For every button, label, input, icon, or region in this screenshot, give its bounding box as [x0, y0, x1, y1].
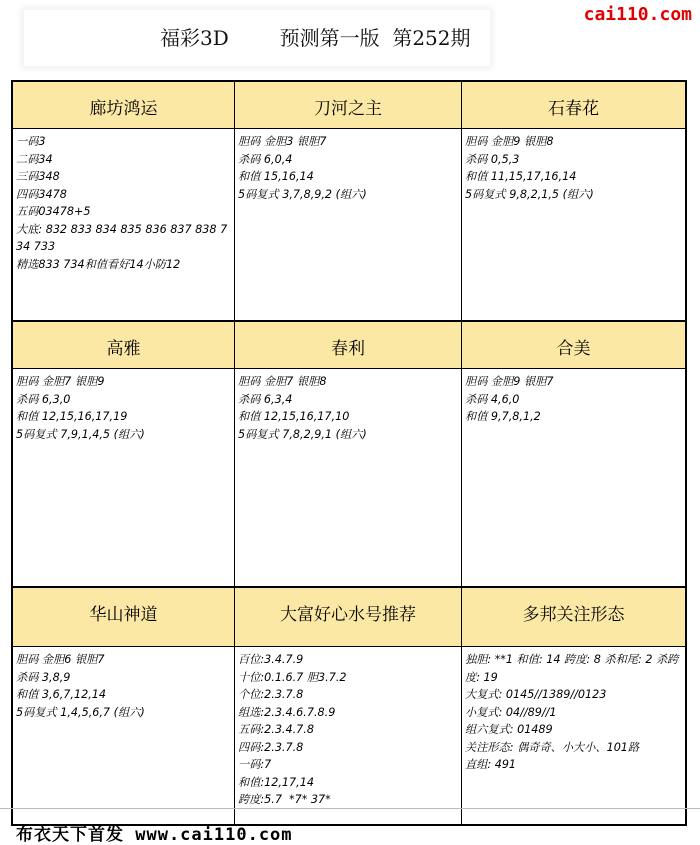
- prediction-line: 十位:0.1.6.7 胆3.7.2: [238, 670, 347, 684]
- prediction-line: 组选:2.3.4.6.7.8.9: [238, 705, 336, 719]
- prediction-line: 直组: 491: [465, 758, 517, 771]
- prediction-line: 胆码 金胆9 银胆7: [465, 375, 554, 388]
- footer-divider: [0, 808, 700, 809]
- prediction-line: 二码34: [16, 152, 53, 166]
- prediction-line: 胆码 金胆7 银胆8: [238, 375, 327, 388]
- prediction-line: 独胆: **1 和值: 14 跨度: 8 杀和尾: 2 杀跨度: 19: [465, 653, 679, 684]
- prediction-line: 杀码 6,3,4: [238, 392, 293, 406]
- prediction-line: 和值 3,6,7,12,14: [16, 688, 106, 701]
- prediction-line: 精选833 734和值看好14小防12: [16, 257, 181, 271]
- expert-prediction-cell: [235, 129, 462, 322]
- prediction-line: 一码:7: [238, 758, 272, 771]
- prediction-line: 5码复式 7,8,2,9,1 (组六): [238, 427, 367, 441]
- prediction-line: 5码复式 3,7,8,9,2 (组六): [238, 187, 367, 201]
- prediction-line: 5码复式 7,9,1,4,5 (组六): [16, 427, 145, 441]
- prediction-line: 一码3: [16, 135, 46, 148]
- expert-prediction-cell: [13, 647, 235, 824]
- prediction-table: [11, 80, 687, 826]
- expert-name-header: 多邦关注形态: [462, 588, 685, 647]
- prediction-line: 杀码 4,6,0: [465, 392, 520, 406]
- expert-name-header: 石春花: [462, 82, 685, 129]
- expert-name-header: 华山神道: [13, 588, 235, 647]
- prediction-line: 四码:2.3.7.8: [238, 740, 304, 754]
- prediction-line: 杀码 3,8,9: [16, 670, 71, 684]
- expert-prediction-cell: [13, 129, 235, 322]
- page-title: 福彩3D 预测第一版 第252期: [160, 26, 471, 50]
- prediction-line: 和值 9,7,8,1,2: [465, 410, 541, 423]
- prediction-line: 三码348: [16, 170, 60, 183]
- expert-prediction-cell: [462, 647, 685, 824]
- footer-source: 布衣天下首发 www.cai110.com: [16, 825, 293, 845]
- prediction-line: 组六复式: 01489: [465, 723, 553, 736]
- prediction-line: 5码复式 9,8,2,1,5 (组六): [465, 187, 594, 201]
- prediction-line: 胆码 金胆6 银胆7: [16, 653, 105, 666]
- expert-prediction-cell: [235, 647, 462, 824]
- prediction-line: 杀码 0,5,3: [465, 152, 520, 166]
- site-watermark: cai110.com: [583, 4, 692, 25]
- prediction-line: 和值 12,15,16,17,19: [16, 410, 128, 423]
- prediction-line: 大底: 832 833 834 835 836 837 838 734 733: [16, 222, 228, 253]
- prediction-line: 和值 11,15,17,16,14: [465, 170, 577, 183]
- expert-name-header: 刀河之主: [235, 82, 462, 129]
- prediction-line: 大复式: 0145//1389//0123: [465, 688, 607, 701]
- prediction-line: 杀码 6,3,0: [16, 392, 71, 406]
- prediction-line: 五码03478+5: [16, 205, 91, 218]
- expert-name-header: 高雅: [13, 322, 235, 369]
- prediction-line: 个位:2.3.7.8: [238, 688, 304, 701]
- expert-name-header: 廊坊鸿运: [13, 82, 235, 129]
- prediction-line: 和值 15,16,14: [238, 170, 314, 183]
- prediction-line: 跨度:5.7 *7* 37*: [238, 793, 331, 806]
- prediction-line: 和值:12,17,14: [238, 775, 314, 789]
- expert-name-header: 大富好心水号推荐: [235, 588, 462, 647]
- prediction-line: 胆码 金胆3 银胆7: [238, 135, 327, 148]
- prediction-line: 胆码 金胆9 银胆8: [465, 135, 554, 148]
- expert-name-header: 春利: [235, 322, 462, 369]
- prediction-line: 和值 12,15,16,17,10: [238, 410, 350, 423]
- expert-prediction-cell: [235, 369, 462, 588]
- prediction-line: 小复式: 04//89//1: [465, 705, 557, 719]
- expert-prediction-cell: [13, 369, 235, 588]
- prediction-line: 杀码 6,0,4: [238, 152, 293, 166]
- expert-name-header: 合美: [462, 322, 685, 369]
- prediction-line: 关注形态: 偶奇奇、小大小、101路: [465, 740, 640, 754]
- prediction-line: 五码:2.3.4.7.8: [238, 723, 314, 736]
- prediction-line: 百位:3.4.7.9: [238, 653, 304, 666]
- prediction-line: 胆码 金胆7 银胆9: [16, 375, 105, 388]
- prediction-line: 四码3478: [16, 187, 67, 201]
- expert-prediction-cell: [462, 129, 685, 322]
- prediction-line: 5码复式 1,4,5,6,7 (组六): [16, 705, 145, 719]
- expert-prediction-cell: [462, 369, 685, 588]
